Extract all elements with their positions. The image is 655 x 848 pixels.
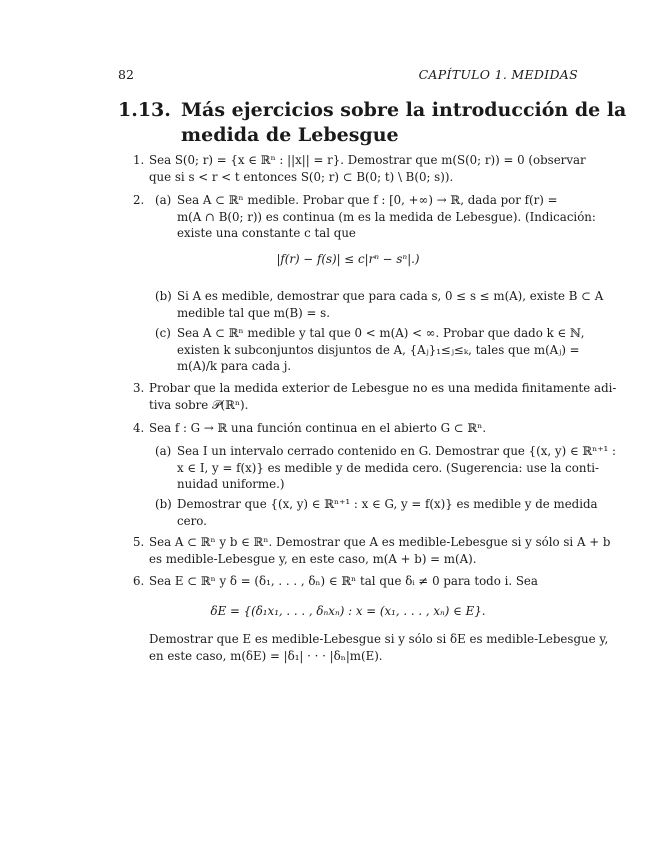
text-line: Demostrar que {(x, y) ∈ ℝⁿ⁺¹ : x ∈ G, y = f(x)} es medible y de medida (177, 497, 598, 511)
subexercise-text (177, 325, 585, 375)
exercise-text (149, 152, 586, 185)
exercise-text (149, 534, 611, 567)
subexercise-label: (c) (155, 326, 171, 340)
text-line: tiva sobre 𝒫(ℝⁿ). (149, 397, 249, 412)
text-line: existe una constante c tal que (177, 226, 356, 240)
exercise-number: 3. (133, 381, 145, 395)
subexercise-label: (b) (155, 289, 172, 303)
text-line: m(A)/k para cada j. (177, 359, 292, 373)
exercise-text (149, 631, 609, 664)
subexercise-text (177, 288, 604, 321)
exercise-text (149, 573, 578, 590)
section-title-line: Más ejercicios sobre la introducción de la (181, 99, 627, 121)
text-line: Sea S(0; r) = {x ∈ ℝⁿ : ||x|| = r}. Demostrar que m(S(0; r)) = 0 (observar (149, 153, 586, 167)
text-line: en este caso, m(δE) = |δ₁| · · · |δₙ|m(E). (149, 648, 383, 663)
subexercise-text (177, 443, 617, 493)
text-line: Demostrar que E es medible-Lebesgue si y sólo si δE es medible-Lebesgue y, (149, 632, 609, 646)
exercise-number: 6. (133, 574, 145, 588)
subexercise-text (177, 496, 598, 529)
text-line: Sea E ⊂ ℝⁿ y δ = (δ₁, . . . , δₙ) ∈ ℝⁿ tal que δᵢ ≠ 0 para todo i. Sea (149, 574, 538, 588)
text-line: Si A es medible, demostrar que para cada s, 0 ≤ s ≤ m(A), existe B ⊂ A (177, 289, 604, 303)
exercise-number: 1. (133, 153, 145, 167)
text-line: que si s < r < t entonces S(0; r) ⊂ B(0; t) \ B(0; s)). (149, 169, 454, 184)
exercise-text (149, 380, 617, 413)
text-line: medible tal que m(B) = s. (177, 305, 330, 320)
subexercise-label: (a) (155, 193, 172, 207)
subexercise-label: (b) (155, 497, 172, 511)
page-number: 82 (118, 67, 134, 82)
text-line: es medible-Lebesgue y, en este caso, m(A + b) = m(A). (149, 551, 477, 566)
exercise-number: 5. (133, 535, 145, 549)
text-line: existen k subconjuntos disjuntos de A, {Aⱼ}₁≤ⱼ≤ₖ, tales que m(Aⱼ) = (177, 342, 580, 357)
text-line: Sea A ⊂ ℝⁿ medible. Probar que f : [0, +∞) → ℝ, dada por f(r) = (177, 193, 558, 207)
text-line: Sea I un intervalo cerrado contenido en G. Demostrar que {(x, y) ∈ ℝⁿ⁺¹ : (177, 444, 617, 458)
section-title (181, 98, 627, 148)
text-line: m(A ∩ B(0; r)) es continua (m es la medida de Lebesgue). (Indicación: (177, 209, 596, 224)
text-line: Probar que la medida exterior de Lebesgue no es una medida finitamente adi- (149, 381, 617, 395)
exercise-number: 2. (133, 193, 145, 207)
text-line: cero. (177, 513, 207, 528)
subexercise-label: (a) (155, 444, 172, 458)
text-line: nuidad uniforme.) (177, 477, 285, 491)
text-line: Sea f : G → ℝ una función continua en el abierto G ⊂ ℝⁿ. (149, 421, 487, 435)
section-number: 1.13. (118, 99, 171, 121)
running-head: CAPÍTULO 1. MEDIDAS (418, 67, 578, 82)
exercise-text (149, 420, 578, 437)
display-equation: δE = {(δ₁x₁, . . . , δₙxₙ) : x = (x₁, . . . , xₙ) ∈ E}. (210, 604, 486, 618)
text-line: x ∈ I, y = f(x)} es medible y de medida cero. (Sugerencia: use la conti- (177, 460, 599, 475)
exercise-number: 4. (133, 421, 145, 435)
display-equation: |f(r) − f(s)| ≤ c|rⁿ − sⁿ|.) (276, 252, 420, 266)
section-title-line: medida de Lebesgue (181, 124, 399, 146)
text-line: Sea A ⊂ ℝⁿ medible y tal que 0 < m(A) < ∞. Probar que dado k ∈ ℕ, (177, 326, 585, 340)
subexercise-text (177, 192, 596, 242)
text-line: Sea A ⊂ ℝⁿ y b ∈ ℝⁿ. Demostrar que A es medible-Lebesgue si y sólo si A + b (149, 535, 611, 549)
